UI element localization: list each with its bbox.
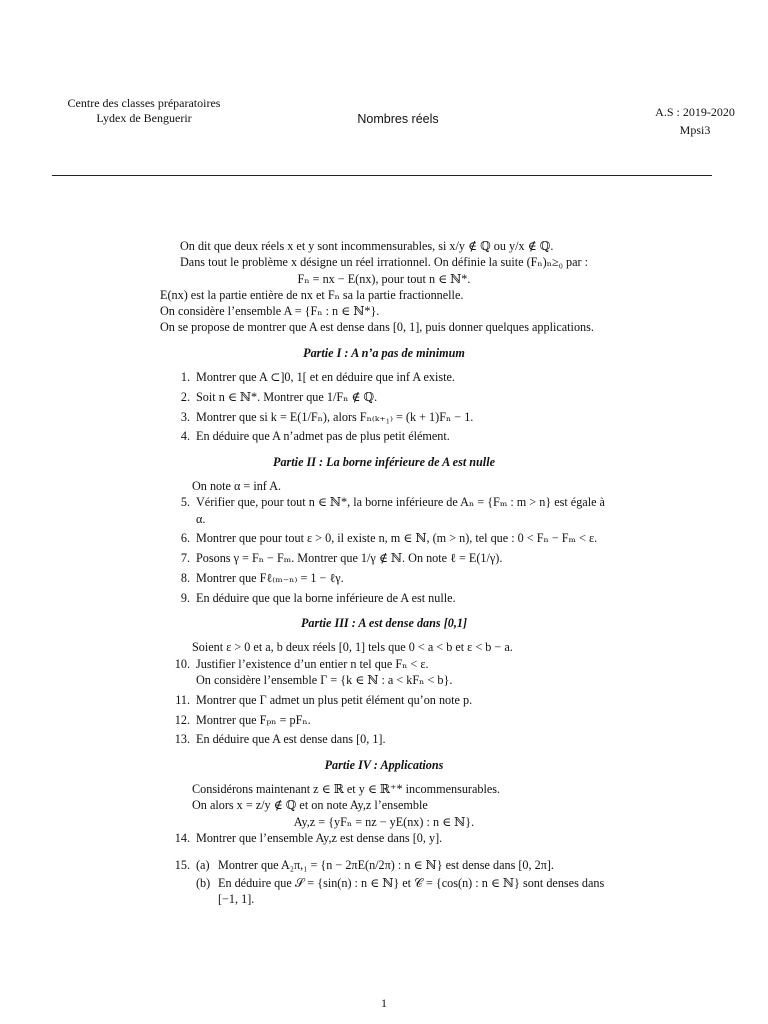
- question-text: En déduire que A est dense dans [0, 1].: [196, 732, 386, 747]
- question-text: Montrer que Fℓ₍ₘ₋ₙ₎ = 1 − ℓγ.: [196, 571, 344, 586]
- question-8: [160, 570, 608, 586]
- question-11: [160, 692, 608, 708]
- question-text: En déduire que A n’admet pas de plus petit élément.: [196, 429, 450, 444]
- question-2: [160, 389, 608, 405]
- question-14: [160, 830, 608, 846]
- sub-text: En déduire que 𝒮 = {sin(n) : n ∈ ℕ} et 𝒞 = {cos(n) : n ∈ ℕ} sont denses dans [−1, 1].: [218, 876, 605, 907]
- question-number: 11.: [175, 692, 190, 707]
- question-number: 10.: [174, 656, 190, 671]
- question-number: 5.: [180, 495, 190, 510]
- year-header: [640, 103, 750, 139]
- question-number: 1.: [180, 370, 190, 385]
- question-text: Montrer que Fₚₙ = pFₙ.: [196, 712, 311, 727]
- page-number: 1: [381, 996, 387, 1010]
- question-text: Justifier l’existence d’un entier n tel que Fₙ < ε.: [196, 656, 429, 671]
- header-rule: [52, 175, 712, 176]
- question-number: 14.: [174, 830, 190, 845]
- question-text: Montrer que pour tout ε > 0, il existe n, m ∈ ℕ, (m > n), tel que : 0 < Fₙ − Fₘ < ε.: [196, 531, 598, 546]
- question-extra: On considère l’ensemble Γ = {k ∈ ℕ : a < kFₙ < b}.: [196, 673, 453, 688]
- intro-line-2: Dans tout le problème x désigne un réel irrationnel. On définie la suite (Fₙ)ₙ≥₀ par :: [180, 255, 588, 270]
- question-12: [160, 712, 608, 728]
- question-15b: [196, 875, 608, 908]
- class-name: Mpsi3: [679, 123, 711, 137]
- question-text: Montrer que Γ admet un plus petit élément qu’on note p.: [196, 692, 473, 707]
- institution-line-2: Lydex de Benguerir: [96, 111, 192, 125]
- question-text: En déduire que que la borne inférieure de A est nulle.: [196, 590, 456, 605]
- intro-formula: Fₙ = nx − E(nx), pour tout n ∈ ℕ*.: [297, 271, 471, 286]
- question-text: Soit n ∈ ℕ*. Montrer que 1/Fₙ ∉ ℚ.: [196, 389, 378, 404]
- question-number: 8.: [180, 571, 190, 586]
- part-2-title: Partie II : La borne inférieure de A est nulle: [273, 454, 495, 469]
- academic-year: A.S : 2019-2020: [655, 105, 735, 119]
- question-number: 6.: [180, 531, 190, 546]
- question-text: Posons γ = Fₙ − Fₘ. Montrer que 1/γ ∉ ℕ. On note ℓ = E(1/γ).: [196, 551, 503, 566]
- question-15: [160, 857, 608, 910]
- part-3-title: Partie III : A est dense dans [0,1]: [300, 616, 468, 631]
- question-6: [160, 530, 608, 546]
- question-number: 3.: [180, 409, 190, 424]
- question-text: Montrer que l’ensemble Ay,z est dense dans [0, y].: [196, 830, 443, 845]
- part-4-title: Partie IV : Applications: [324, 757, 444, 772]
- sub-label: (b): [196, 876, 211, 890]
- part-2-note: On note α = inf A.: [192, 479, 282, 494]
- institution-line-1: Centre des classes préparatoires: [67, 96, 221, 110]
- question-13: [160, 731, 608, 747]
- part-4-note-2: On alors x = z/y ∉ ℚ et on note Ay,z l’ensemble: [192, 798, 428, 813]
- document-title: Nombres réels: [357, 112, 439, 126]
- part-1-title: Partie I : A n’a pas de minimum: [303, 345, 465, 360]
- question-number: 4.: [180, 429, 190, 444]
- intro-line-5: On se propose de montrer que A est dense dans [0, 1], puis donner quelques applications.: [160, 320, 594, 335]
- intro-line-4: On considère l’ensemble A = {Fₙ : n ∈ ℕ*}.: [160, 304, 380, 319]
- question-9: [160, 590, 608, 606]
- question-10: [160, 656, 608, 689]
- sub-text: Montrer que A₂π,₁ = {n − 2πE(n/2π) : n ∈ ℕ} est dense dans [0, 2π].: [218, 857, 554, 872]
- question-5: [160, 494, 608, 527]
- question-7: [160, 550, 608, 566]
- question-1: [160, 369, 608, 385]
- problem-body: [160, 238, 608, 913]
- question-text: Montrer que si k = E(1/Fₙ), alors Fₙ₍ₖ₊₁₎ = (k + 1)Fₙ − 1.: [196, 409, 474, 424]
- question-15a: [196, 857, 608, 873]
- question-number: 15.: [174, 857, 190, 872]
- part-4-note-1: Considérons maintenant z ∈ ℝ et y ∈ ℝ⁺* incommensurables.: [192, 782, 501, 797]
- question-number: 12.: [174, 712, 190, 727]
- intro-line-1: On dit que deux réels x et y sont incommensurables, si x/y ∉ ℚ ou y/x ∉ ℚ.: [180, 239, 554, 253]
- part-4-display-formula: Ay,z = {yFₙ = nz − yE(nx) : n ∈ ℕ}.: [293, 814, 475, 829]
- part-3-note: Soient ε > 0 et a, b deux réels [0, 1] tels que 0 < a < b et ε < b − a.: [192, 640, 513, 655]
- institution-header: [44, 96, 244, 126]
- sub-label: (a): [196, 857, 210, 872]
- question-number: 7.: [180, 551, 190, 566]
- question-number: 2.: [180, 389, 190, 404]
- question-4: [160, 428, 608, 444]
- question-3: [160, 409, 608, 425]
- question-number: 9.: [180, 590, 190, 605]
- question-text: Montrer que A ⊂]0, 1[ et en déduire que inf A existe.: [196, 370, 455, 385]
- intro-line-3: E(nx) est la partie entière de nx et Fₙ sa la partie fractionnelle.: [160, 287, 464, 302]
- question-text: Vérifier que, pour tout n ∈ ℕ*, la borne inférieure de Aₙ = {Fₘ : m > n} est égale à α.: [196, 495, 605, 526]
- question-number: 13.: [174, 732, 190, 747]
